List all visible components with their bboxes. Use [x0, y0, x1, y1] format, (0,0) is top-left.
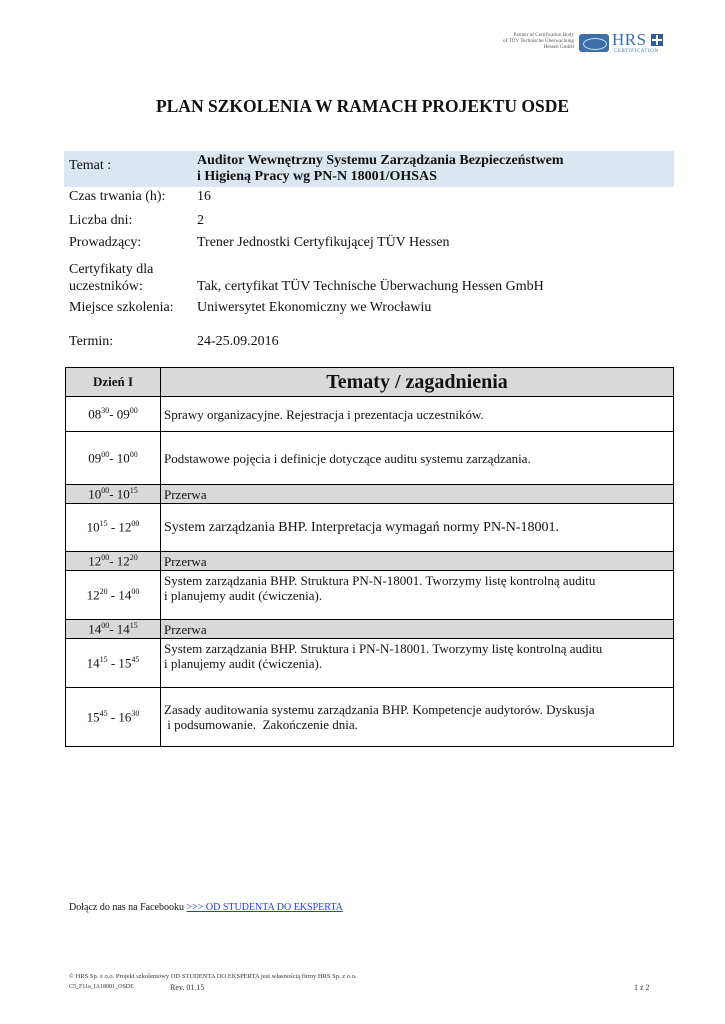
facebook-link[interactable]: >>> OD STUDENTA DO EKSPERTA: [186, 902, 343, 913]
topic-cell: Sprawy organizacyjne. Rejestracja i prezentacja uczestników.: [161, 397, 674, 432]
duration-label: Czas trwania (h):: [69, 189, 166, 204]
topic-cell: [161, 688, 674, 747]
topic-line-1: Auditor Wewnętrzny Systemu Zarządzania Bezpieczeństwem: [197, 153, 564, 168]
time-cell: $12^{20} - 14^{00}$: [66, 571, 161, 620]
topic-line-1: System zarządzania BHP. Struktura PN-N-18001. Tworzymy listę kontrolną auditu: [164, 573, 596, 588]
facebook-line: [69, 902, 343, 913]
table-row: [66, 432, 674, 485]
topics-header: Tematy / zagadnienia: [161, 368, 674, 397]
partner-line-3: Hessen GmbH: [543, 44, 574, 50]
time-cell: $08^{30}-$ $09^{00}$: [66, 397, 161, 432]
time-cell: $10^{00}-$ $10^{15}$: [66, 485, 161, 504]
schedule-header-row: [66, 368, 674, 397]
facebook-prefix: Dołącz do nas na Facebooku: [69, 902, 184, 913]
table-row: [66, 620, 674, 639]
footer-revision: Rev. 01.15: [170, 983, 205, 992]
date-value: 24-25.09.2016: [197, 334, 279, 349]
table-row: [66, 571, 674, 620]
topic-line-1: System zarządzania BHP. Struktura i PN-N-18001. Tworzymy listę kontrolną auditu: [164, 641, 603, 656]
topic-line-2: i planujemy audit (ćwiczenia).: [164, 588, 323, 603]
days-value: 2: [197, 213, 204, 228]
footer-page-number: 1 z 2: [634, 983, 650, 992]
footer-copyright: © HRS Sp. z o.o. Projekt szkoleniowy OD STUDENTA DO EKSPERTA jest własnością firmy HRS Sp. z o.o.: [69, 973, 357, 980]
date-label: Termin:: [69, 334, 114, 349]
time-cell: $12^{00}-$ $12^{20}$: [66, 552, 161, 571]
partner-line-2: of TÜV Technische Überwachung: [503, 38, 574, 44]
time-cell: $10^{15} - 12^{00}$: [66, 504, 161, 552]
schedule-table: [65, 367, 674, 747]
footer-doc-code: C5_F11a_IA18001_OSDE: [69, 984, 134, 990]
trainer-value: Trener Jednostki Certyfikującej TÜV Hessen: [197, 235, 450, 250]
topic-cell: [161, 639, 674, 688]
table-row: [66, 485, 674, 504]
location-label: Miejsce szkolenia:: [69, 300, 174, 315]
time-cell: $09^{00}-$ $10^{00}$: [66, 432, 161, 485]
hrs-logo-sub: CERTIFICATION: [614, 49, 659, 54]
topic-cell: System zarządzania BHP. Interpretacja wymagań normy PN-N-18001.: [161, 504, 674, 552]
tuv-badge-icon: [579, 34, 609, 52]
page-title: PLAN SZKOLENIA W RAMACH PROJEKTU OSDE: [155, 96, 570, 116]
table-row: [66, 552, 674, 571]
topic-label: Temat :: [69, 158, 112, 173]
topic-cell: Przerwa: [161, 620, 674, 639]
topic-line-1: Zasady auditowania systemu zarządzania BHP. Kompetencje audytorów. Dyskusja: [164, 702, 595, 717]
day-header: Dzień I: [66, 368, 161, 397]
topic-cell: Przerwa: [161, 485, 674, 504]
time-cell: $15^{45} - 16^{30}$: [66, 688, 161, 747]
trainer-label: Prowadzący:: [69, 235, 142, 250]
time-cell: $14^{15} - 15^{45}$: [66, 639, 161, 688]
table-row: [66, 639, 674, 688]
certificates-label-1: Certyfikaty dla: [69, 262, 154, 277]
topic-line-2: i podsumowanie. Zakończenie dnia.: [164, 717, 358, 732]
table-row: [66, 688, 674, 747]
topic-line-2: i planujemy audit (ćwiczenia).: [164, 656, 323, 671]
location-value: Uniwersytet Ekonomiczny we Wrocławiu: [197, 300, 432, 315]
time-cell: $14^{00}-$ $14^{15}$: [66, 620, 161, 639]
days-label: Liczba dni:: [69, 213, 133, 228]
flag-icon: [651, 34, 663, 46]
topic-cell: Podstawowe pojęcia i definicje dotyczące auditu systemu zarządzania.: [161, 432, 674, 485]
certificates-value: Tak, certyfikat TÜV Technische Überwachung Hessen GmbH: [197, 279, 544, 294]
partner-text: [470, 32, 574, 50]
partner-line-1: Partner of Certification Body: [513, 32, 574, 38]
topic-cell: [161, 571, 674, 620]
hrs-logo: HRS: [612, 30, 647, 49]
table-row: [66, 504, 674, 552]
table-row: [66, 397, 674, 432]
topic-line-2: i Higieną Pracy wg PN-N 18001/OHSAS: [197, 169, 437, 184]
topic-cell: Przerwa: [161, 552, 674, 571]
certificates-label-2: uczestników:: [69, 279, 143, 294]
topic-value: [197, 153, 564, 185]
duration-value: 16: [197, 189, 211, 204]
